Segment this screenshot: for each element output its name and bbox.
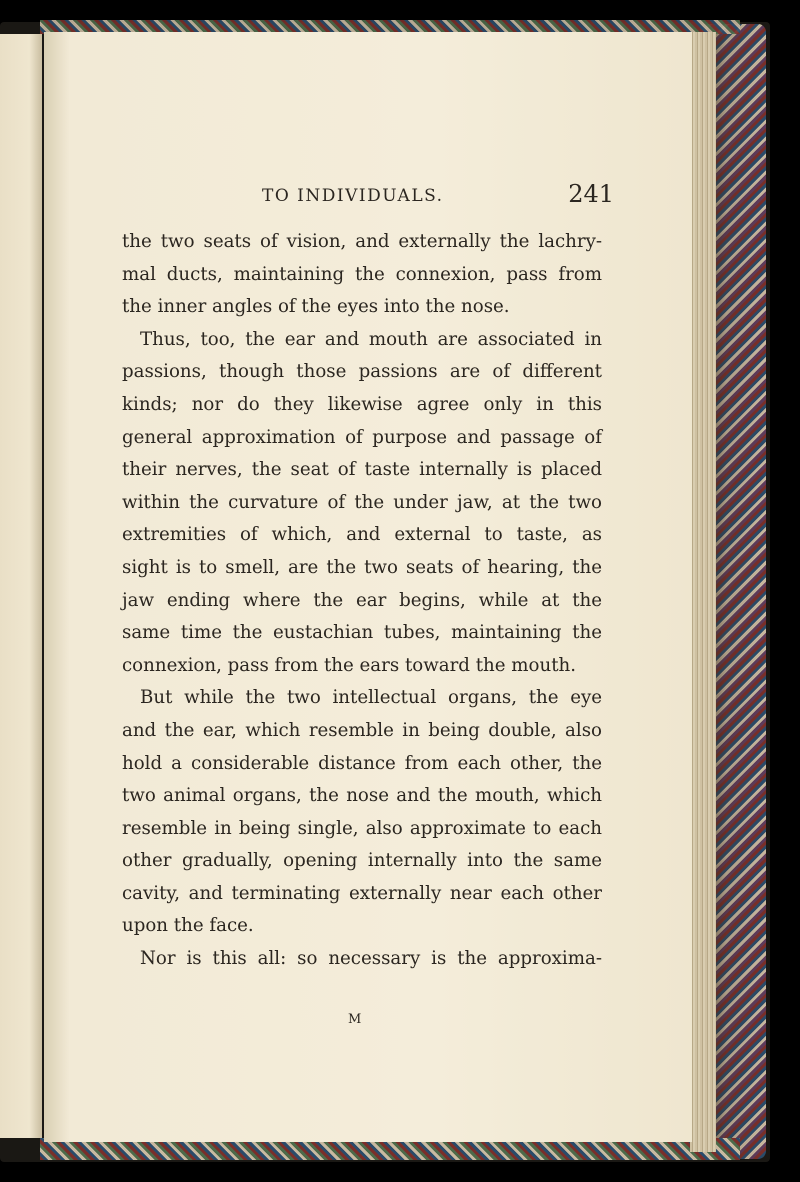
text-line: their nerves, the seat of taste internally is placed bbox=[122, 459, 602, 481]
text-line: Nor is this all: so necessary is the approxima- bbox=[140, 948, 602, 970]
text-line: upon the face. bbox=[122, 915, 254, 937]
body-text bbox=[122, 226, 602, 976]
text-line: cavity, and terminating externally near each other bbox=[122, 882, 602, 904]
page-content bbox=[122, 180, 614, 1027]
text-line: mal ducts, maintaining the connexion, pass from bbox=[122, 263, 602, 285]
text-line: jaw ending where the ear begins, while at the bbox=[122, 589, 602, 611]
text-line: other gradually, opening internally into the same bbox=[122, 850, 602, 872]
text-line: two animal organs, the nose and the mouth, which bbox=[122, 785, 602, 807]
text-line: passions, though those passions are of different bbox=[122, 361, 602, 383]
text-line: sight is to smell, are the two seats of hearing, the bbox=[122, 556, 602, 578]
signature-mark: M bbox=[348, 1012, 363, 1027]
running-head-title: TO INDIVIDUALS. bbox=[262, 186, 444, 206]
text-line: Thus, too, the ear and mouth are associated in bbox=[140, 328, 602, 350]
text-line: resemble in being single, also approximate to each bbox=[122, 817, 602, 839]
text-line: within the curvature of the under jaw, at the two bbox=[122, 491, 602, 513]
text-line: hold a considerable distance from each other, the bbox=[122, 752, 602, 774]
text-line: general approximation of purpose and passage of bbox=[122, 426, 602, 448]
text-line: But while the two intellectual organs, the eye bbox=[140, 687, 602, 709]
facing-page bbox=[0, 34, 42, 1138]
running-head bbox=[122, 180, 614, 222]
text-line: connexion, pass from the ears toward the mouth. bbox=[122, 654, 577, 676]
text-line: the inner angles of the eyes into the nose. bbox=[122, 296, 510, 318]
page-number: 241 bbox=[568, 180, 614, 208]
book-page bbox=[44, 32, 692, 1142]
text-line: extremities of which, and external to taste, as bbox=[122, 524, 602, 546]
text-line: and the ear, which resemble in being double, also bbox=[122, 719, 602, 741]
text-line: the two seats of vision, and externally the lachry- bbox=[122, 231, 602, 252]
page-edges bbox=[690, 32, 716, 1152]
text-line: kinds; nor do they likewise agree only in this bbox=[122, 393, 602, 415]
text-line: same time the eustachian tubes, maintaining the bbox=[122, 622, 602, 644]
